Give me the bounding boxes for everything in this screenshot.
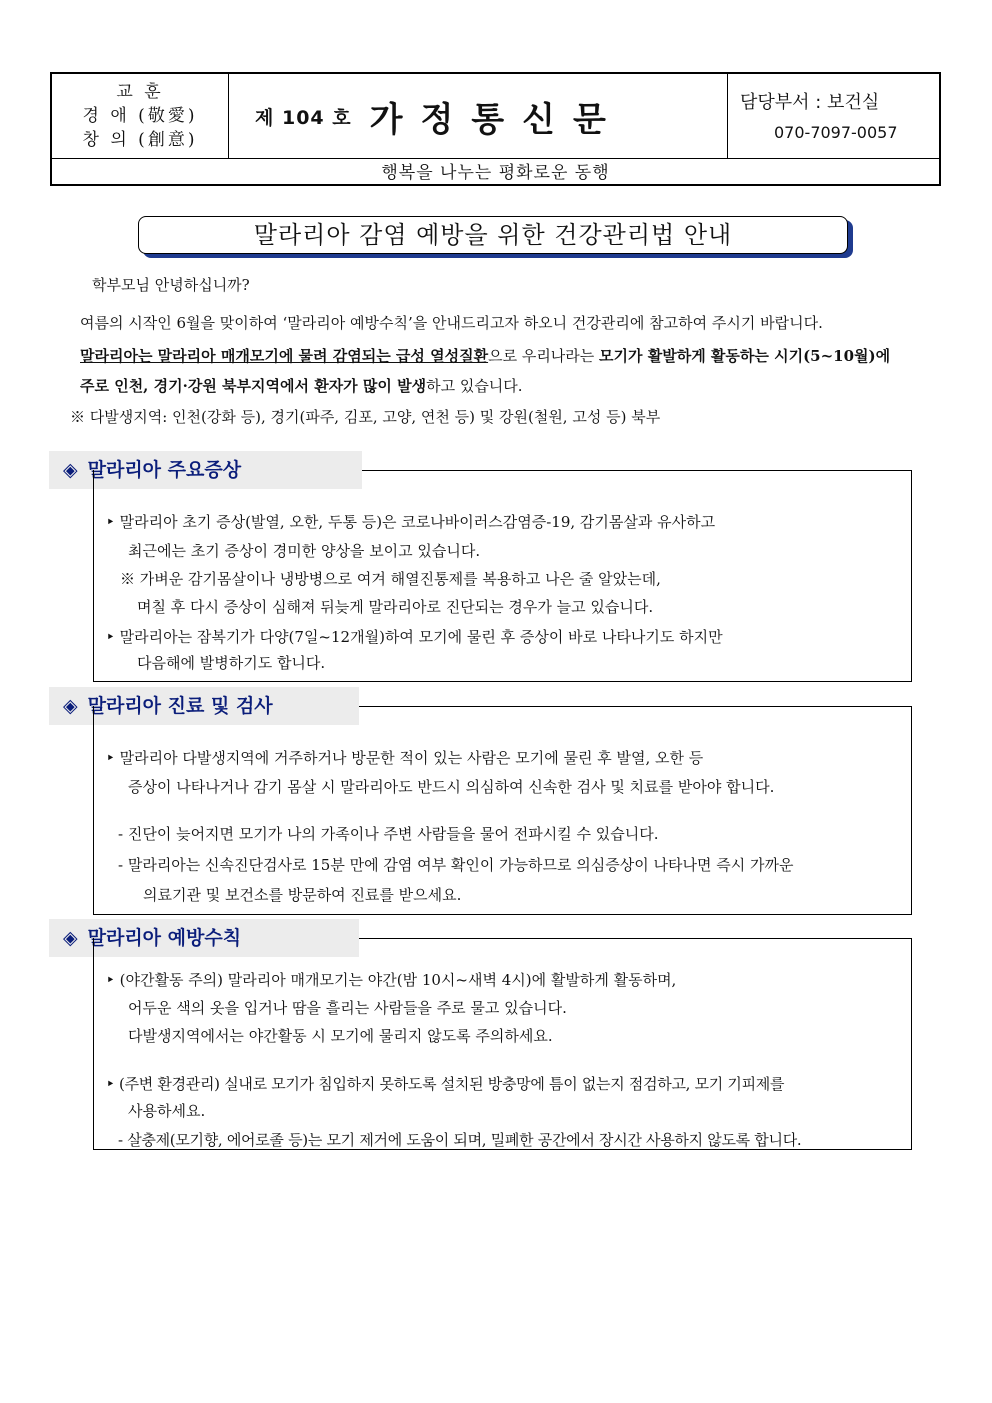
motto-line: 교 훈 [116,82,164,102]
section-line: 최근에는 초기 증상이 경미한 양상을 보이고 있습니다. [128,542,481,560]
section-line: ‣ 말라리아 초기 증상(발열, 오한, 두통 등)은 코로나바이러스감염증-19, 감기몸살과 유사하고 [106,513,716,531]
intro-emphasis: 말라리아는 말라리아 매개모기에 물려 감염되는 급성 열성질환 [80,347,489,365]
greeting: 학부모님 안녕하십니까? [92,276,250,294]
section-line: ‣ 말라리아는 잠복기가 다양(7일~12개월)하여 모기에 물린 후 증상이 바로 나타나기도 하지만 [106,628,723,646]
section-line: ‣ 말라리아 다발생지역에 거주하거나 방문한 적이 있는 사람은 모기에 물린 후 발열, 오한 등 [106,749,704,767]
section-title: 말라리아 예방수칙 [87,927,242,949]
phone-number: 070-7097-0057 [774,123,898,142]
section-line: ※ 가벼운 감기몸살이나 냉방병으로 여겨 해열진통제를 복용하고 나은 줄 알았는데, [120,570,661,588]
intro-paragraph-2 [80,345,890,366]
diamond-icon: ◈ [63,927,78,949]
section-line: 며칠 후 다시 증상이 심해져 뒤늦게 말라리아로 진단되는 경우가 늘고 있습니다. [137,598,654,616]
document-title: 말라리아 감염 예방을 위한 건강관리법 안내 [138,216,848,254]
school-motto [52,74,229,158]
intro-text: 으로 우리나라는 [488,347,600,365]
newsletter-title-cell [229,74,728,158]
intro-paragraph-3 [80,375,523,396]
intro-emphasis: 모기가 활발하게 활동하는 시기(5~10월)에 [599,347,891,365]
section-line: ‣ (주변 환경관리) 실내로 모기가 침입하지 못하도록 설치된 방충망에 틈이 없는지 점검하고, 모기 기피제를 [106,1075,785,1093]
section-line: - 말라리아는 신속진단검사로 15분 만에 감염 여부 확인이 가능하므로 의심증상이 나타나면 즉시 가까운 [118,856,794,874]
diamond-icon: ◈ [63,459,78,481]
section-line: - 진단이 늦어지면 모기가 나의 가족이나 주변 사람들을 물어 전파시킬 수 있습니다. [118,825,659,843]
section-title: 말라리아 주요증상 [87,459,242,481]
newsletter-name: 가정통신문 [369,99,624,140]
intro-text: 하고 있습니다. [426,377,523,395]
intro-paragraph-1: 여름의 시작인 6월을 맞이하여 ‘말라리아 예방수칙’을 안내드리고자 하오니 건강관리에 참고하여 주시기 바랍니다. [80,314,823,332]
issue-number: 제 104 호 [255,106,352,129]
contact-cell [728,74,939,158]
intro-emphasis: 주로 인천, 경기·강원 북부지역에서 환자가 많이 발생 [80,377,427,395]
newsletter-header [50,72,941,186]
section-line: 의료기관 및 보건소를 방문하여 진료를 받으세요. [143,886,462,904]
section-line: 다음해에 발병하기도 합니다. [137,654,326,672]
section-line: 어두운 색의 옷을 입거나 땀을 흘리는 사람들을 주로 물고 있습니다. [128,999,567,1017]
motto-line: 경 애 (敬愛) [82,106,198,126]
section-title: 말라리아 진료 및 검사 [87,695,273,717]
department: 담당부서 : 보건실 [740,92,880,113]
endemic-area-note: ※ 다발생지역: 인천(강화 등), 경기(파주, 김포, 고양, 연천 등) 및 강원(철원, 고성 등) 북부 [70,408,661,426]
section-line: 다발생지역에서는 야간활동 시 모기에 물리지 않도록 주의하세요. [128,1027,553,1045]
section-line: 증상이 나타나거나 감기 몸살 시 말라리아도 반드시 의심하여 신속한 검사 및 치료를 받아야 합니다. [128,778,775,796]
diamond-icon: ◈ [63,695,78,717]
section-line: ‣ (야간활동 주의) 말라리아 매개모기는 야간(밤 10시~새벽 4시)에 활발하게 활동하며, [106,971,677,989]
section-line: - 살충제(모기향, 에어로졸 등)는 모기 제거에 도움이 되며, 밀폐한 공간에서 장시간 사용하지 않도록 합니다. [118,1131,802,1149]
section-line: 사용하세요. [128,1102,206,1120]
school-slogan: 행복을 나누는 평화로운 동행 [52,158,939,184]
motto-line: 창 의 (創意) [82,130,198,150]
